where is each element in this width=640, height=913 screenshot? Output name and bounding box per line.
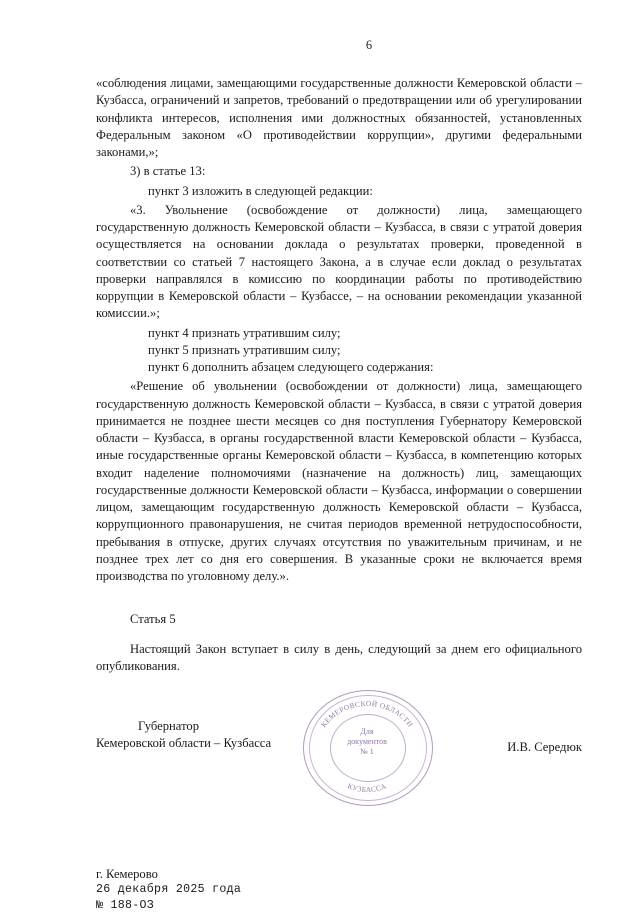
document-footer <box>96 866 582 913</box>
signatory-title-line1: Губернатор <box>138 718 199 733</box>
page-number: 6 <box>365 38 373 52</box>
article-heading-5: Статья 5 <box>130 612 176 627</box>
stamp-arc-top-text: КЕМЕРОВСКОЙ ОБЛАСТИ <box>318 698 416 729</box>
stamp-arc-bottom-text: КУЗБАССА <box>346 781 388 795</box>
signatory-title-line2: Кемеровской области – Кузбасса <box>96 736 272 751</box>
paragraph-quote-compliance: «соблюдения лицами, замещающими государственные должности Кемеровской области – Кузбасса, ограничений и запретов, требований о предотвращении или об урегулировании конфликта интересов, исполнения ими должностных обязанностей, установленных Федеральным законом «О противодействии коррупции», другими федеральными законами,»; <box>96 76 582 159</box>
stamp-core-line3: № 1 <box>360 746 374 756</box>
paragraph-point-3-text: «3. Увольнение (освобождение от должности) лица, замещающего государственную должность Кемеровской области – Кузбасса, в связи с утратой доверия осуществляется на основании доклада о результатах проверки, проведенной в соответствии со статьей 7 настоящего Закона, а в случае если доклад о результатах проверки направлялся в комиссию по координации работы по противодействию коррупции в Кемеровской области – Кузбассе, – на основании рекомендации указанной комиссии.»; <box>96 202 582 321</box>
article-5-text: Настоящий Закон вступает в силу в день, следующий за днем его официального опубликования. <box>96 642 582 674</box>
paragraph-point-5-void: пункт 5 признать утратившим силу; <box>148 342 341 357</box>
paragraph-point-6-addition: пункт 6 дополнить абзацем следующего содержания: <box>148 360 434 374</box>
footer-city: г. Кемерово <box>96 866 158 881</box>
stamp-core-line2: документов <box>347 736 387 746</box>
paragraph-point-4-void: пункт 4 признать утратившим силу; <box>148 325 341 340</box>
paragraph-item-3-article-13: 3) в статье 13: <box>130 164 206 179</box>
paragraph-point-6-text: «Решение об увольнении (освобождении от должности) лица, замещающего государственную должность Кемеровской области – Кузбасса, в связи с утратой доверия принимается не позднее шести месяцев со дня поступления Губернатору Кемеровской области – Кузбасса, в органы государственной власти Кемеровской области – Кузбасса, иные государственные органы Кемеровской области – Кузбасса, в компетенцию которых входит наделение полномочиями (назначение на должность) лиц, замещающих государственные должности Кемеровской области – Кузбасса, информации о совершении лицом, замещающим государственную должность Кемеровской области – Кузбасса, коррупционного правонарушения, не считая периодов временной нетрудоспособности, пребывания в отпуске, других случаях отсутствия по уважительным причинам, и не позднее трех лет со дня его совершения. В указанные сроки не включается время производства по уголовному делу.». <box>96 379 582 583</box>
document-body <box>96 75 582 676</box>
stamp-core-line1: Для <box>360 727 374 736</box>
footer-date: 26 декабря 2025 года <box>96 883 242 897</box>
paragraph-point-3-new-edition: пункт 3 изложить в следующей редакции: <box>148 183 373 198</box>
signature-block <box>96 718 582 814</box>
signatory-name: И.В. Середюк <box>507 739 582 754</box>
footer-number: № 188-ОЗ <box>96 898 155 912</box>
